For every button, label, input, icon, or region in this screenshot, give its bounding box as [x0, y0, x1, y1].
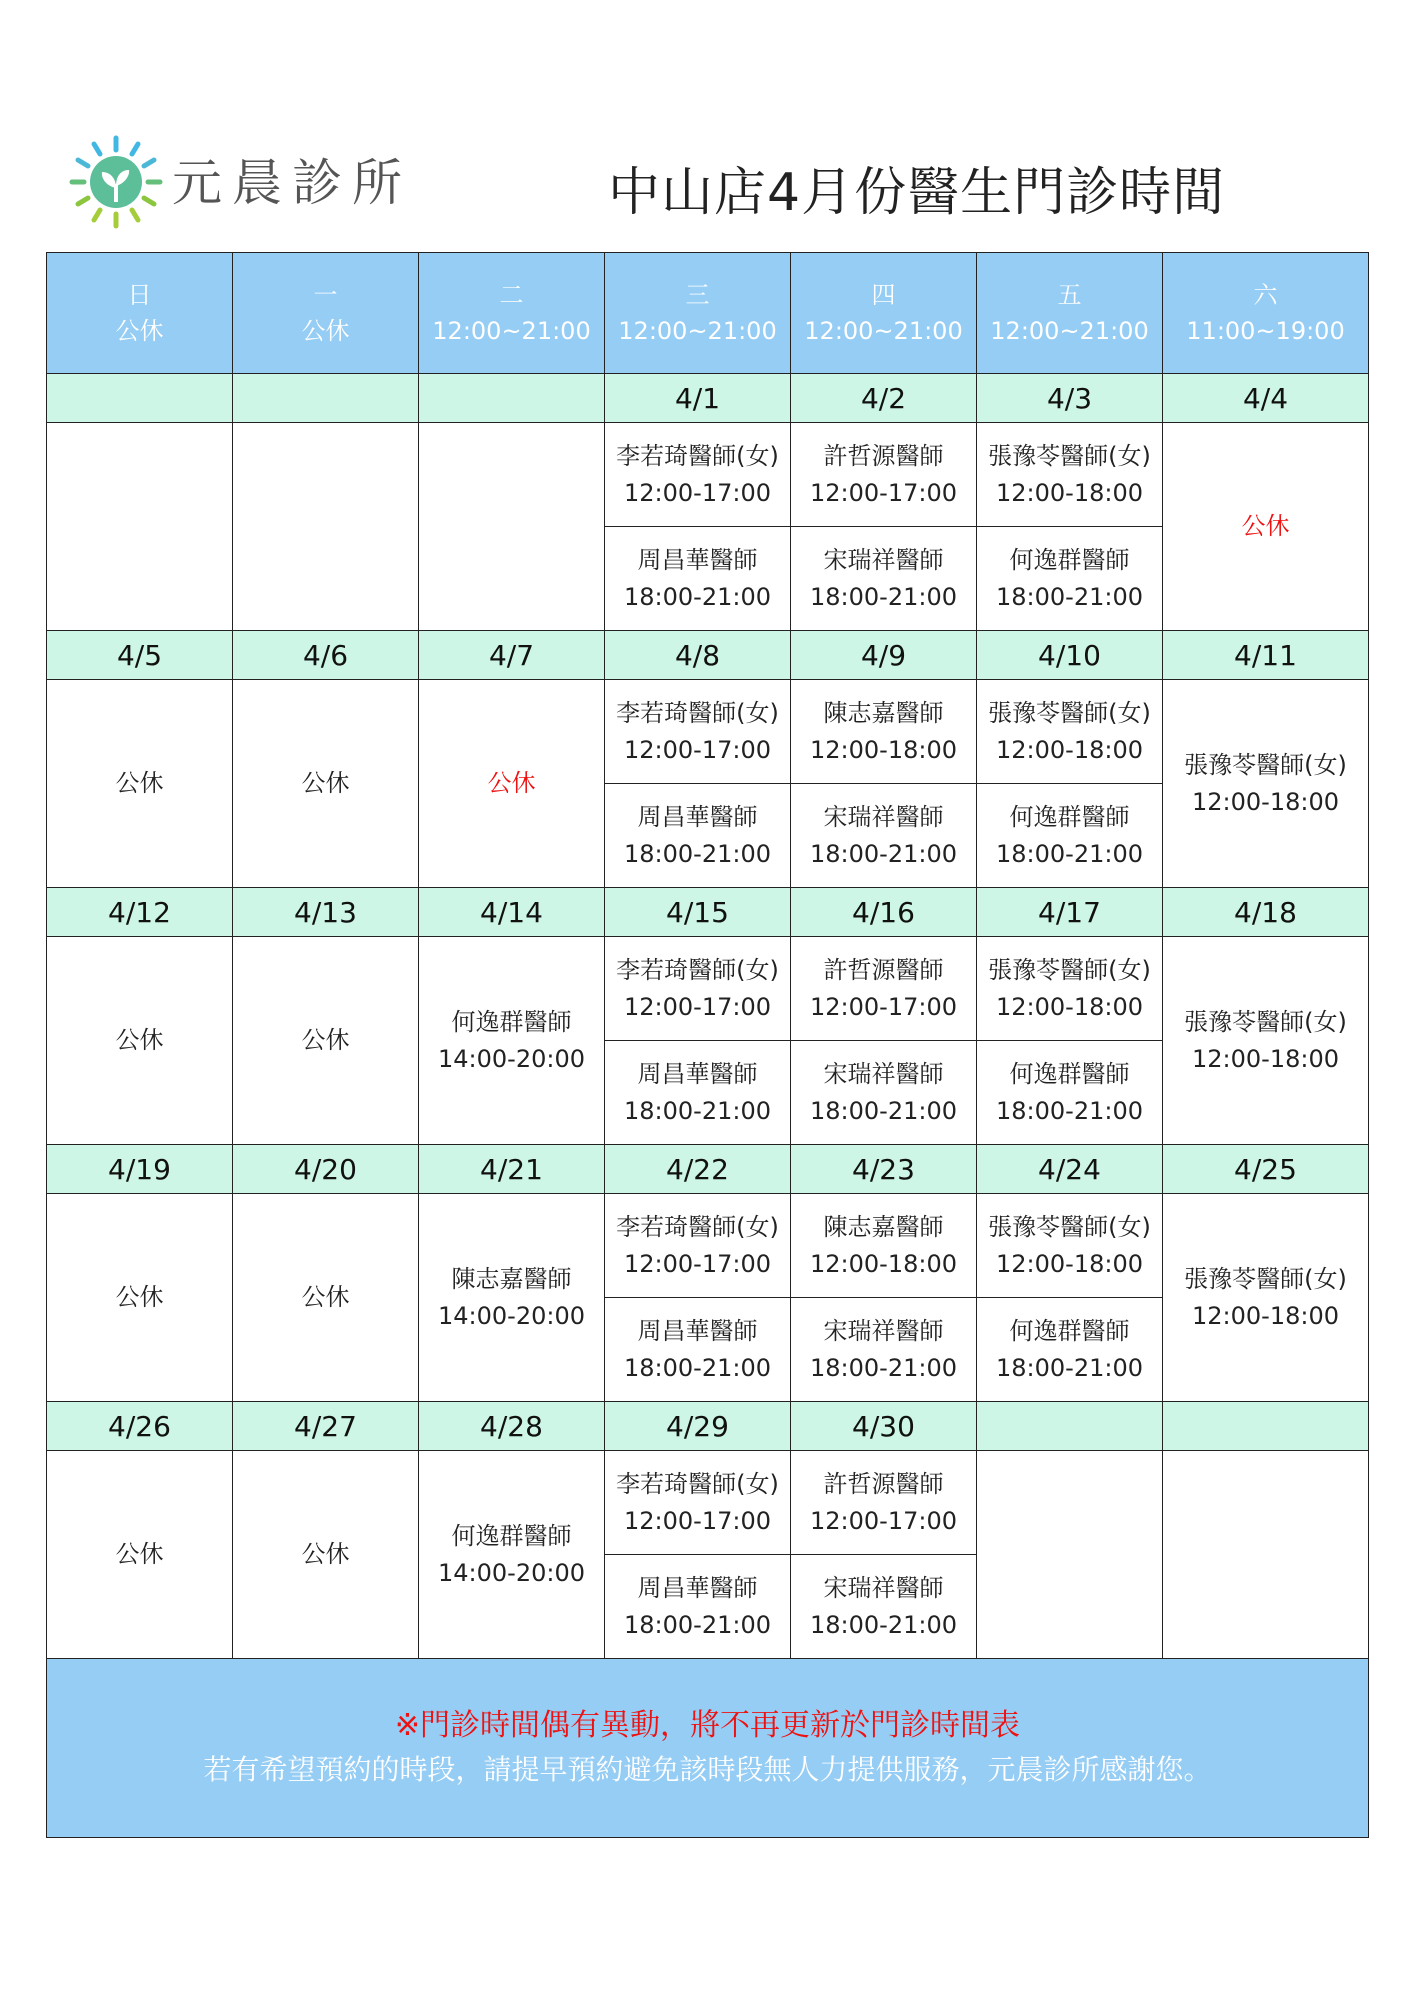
date-cell: 4/1	[605, 374, 791, 423]
shift-cell: 李若琦醫師(女) 12:00-17:00	[605, 1451, 791, 1555]
page-title: 中山店4月份醫生門診時間	[608, 163, 1226, 223]
date-row	[47, 888, 1369, 937]
schedule-cell: 公休	[47, 1451, 233, 1659]
date-row	[47, 374, 1369, 423]
date-cell: 4/8	[605, 631, 791, 680]
shift-cell: 張豫苓醫師(女) 12:00-18:00	[977, 680, 1163, 784]
date-cell: 4/20	[233, 1145, 419, 1194]
sun-sprout-icon	[66, 132, 166, 232]
weekday-header: 五 12:00~21:00	[977, 253, 1163, 374]
shift-cell: 張豫苓醫師(女) 12:00-18:00	[977, 937, 1163, 1041]
date-cell: 4/28	[419, 1402, 605, 1451]
shift-cell: 周昌華醫師 18:00-21:00	[605, 527, 791, 631]
shift-cell: 宋瑞祥醫師 18:00-21:00	[791, 784, 977, 888]
date-cell	[977, 1402, 1163, 1451]
date-row	[47, 1402, 1369, 1451]
weekday-header: 三 12:00~21:00	[605, 253, 791, 374]
schedule-cell	[233, 423, 419, 631]
weekday-header: 六 11:00~19:00	[1163, 253, 1369, 374]
shift-cell: 許哲源醫師 12:00-17:00	[791, 937, 977, 1041]
schedule-cell: 公休	[1163, 423, 1369, 631]
date-cell: 4/12	[47, 888, 233, 937]
date-cell	[233, 374, 419, 423]
date-cell: 4/18	[1163, 888, 1369, 937]
date-cell	[47, 374, 233, 423]
notice-row	[47, 1659, 1369, 1838]
schedule-cell	[1163, 1451, 1369, 1659]
shift-cell: 許哲源醫師 12:00-17:00	[791, 1451, 977, 1555]
schedule-cell: 公休	[419, 680, 605, 888]
date-cell: 4/7	[419, 631, 605, 680]
shift-cell: 李若琦醫師(女) 12:00-17:00	[605, 937, 791, 1041]
date-cell: 4/4	[1163, 374, 1369, 423]
date-cell: 4/10	[977, 631, 1163, 680]
schedule-cell: 公休	[47, 680, 233, 888]
date-cell	[419, 374, 605, 423]
date-cell: 4/16	[791, 888, 977, 937]
shift-cell: 宋瑞祥醫師 18:00-21:00	[791, 527, 977, 631]
schedule-cell: 何逸群醫師 14:00-20:00	[419, 1451, 605, 1659]
date-cell: 4/21	[419, 1145, 605, 1194]
weekday-header: 一 公休	[233, 253, 419, 374]
date-cell: 4/3	[977, 374, 1163, 423]
clinic-logo	[66, 132, 412, 232]
shift-cell: 李若琦醫師(女) 12:00-17:00	[605, 1194, 791, 1298]
date-cell: 4/19	[47, 1145, 233, 1194]
schedule-cell: 陳志嘉醫師 14:00-20:00	[419, 1194, 605, 1402]
date-row	[47, 1145, 1369, 1194]
date-cell: 4/9	[791, 631, 977, 680]
notice-warning: ※門診時間偶有異動，將不再更新於門診時間表	[394, 1708, 1021, 1743]
shift-cell: 陳志嘉醫師 12:00-18:00	[791, 1194, 977, 1298]
page-header	[0, 0, 1414, 250]
shift-cell: 陳志嘉醫師 12:00-18:00	[791, 680, 977, 784]
date-cell: 4/27	[233, 1402, 419, 1451]
date-cell: 4/26	[47, 1402, 233, 1451]
date-cell: 4/14	[419, 888, 605, 937]
schedule-cell: 公休	[233, 937, 419, 1145]
date-cell	[1163, 1402, 1369, 1451]
clinic-name: 元晨診所	[172, 154, 412, 212]
date-cell: 4/15	[605, 888, 791, 937]
date-cell: 4/24	[977, 1145, 1163, 1194]
schedule-cell	[47, 423, 233, 631]
shift-cell: 宋瑞祥醫師 18:00-21:00	[791, 1555, 977, 1659]
date-cell: 4/30	[791, 1402, 977, 1451]
schedule-cell	[977, 1451, 1163, 1659]
shift-cell: 周昌華醫師 18:00-21:00	[605, 1555, 791, 1659]
date-cell: 4/5	[47, 631, 233, 680]
notice-message: 若有希望預約的時段，請提早預約避免該時段無人力提供服務，元晨診所感謝您。	[203, 1753, 1212, 1786]
date-cell: 4/22	[605, 1145, 791, 1194]
date-cell: 4/17	[977, 888, 1163, 937]
shift-cell: 何逸群醫師 18:00-21:00	[977, 1041, 1163, 1145]
schedule-cell: 公休	[233, 1194, 419, 1402]
schedule-row	[47, 423, 1369, 527]
shift-cell: 周昌華醫師 18:00-21:00	[605, 1298, 791, 1402]
date-cell: 4/25	[1163, 1145, 1369, 1194]
schedule-cell: 公休	[47, 937, 233, 1145]
schedule-row	[47, 680, 1369, 784]
schedule-row	[47, 1451, 1369, 1555]
schedule-cell: 何逸群醫師 14:00-20:00	[419, 937, 605, 1145]
notice-box	[47, 1659, 1369, 1838]
shift-cell: 周昌華醫師 18:00-21:00	[605, 1041, 791, 1145]
date-cell: 4/29	[605, 1402, 791, 1451]
schedule-table	[46, 252, 1369, 1838]
shift-cell: 許哲源醫師 12:00-17:00	[791, 423, 977, 527]
weekday-header-row	[47, 253, 1369, 374]
schedule-cell: 公休	[233, 1451, 419, 1659]
schedule-cell: 張豫苓醫師(女) 12:00-18:00	[1163, 680, 1369, 888]
schedule-cell	[419, 423, 605, 631]
shift-cell: 周昌華醫師 18:00-21:00	[605, 784, 791, 888]
schedule-cell: 公休	[233, 680, 419, 888]
shift-cell: 張豫苓醫師(女) 12:00-18:00	[977, 1194, 1163, 1298]
weekday-header: 二 12:00~21:00	[419, 253, 605, 374]
shift-cell: 宋瑞祥醫師 18:00-21:00	[791, 1298, 977, 1402]
date-cell: 4/2	[791, 374, 977, 423]
shift-cell: 何逸群醫師 18:00-21:00	[977, 527, 1163, 631]
date-cell: 4/13	[233, 888, 419, 937]
shift-cell: 張豫苓醫師(女) 12:00-18:00	[977, 423, 1163, 527]
shift-cell: 何逸群醫師 18:00-21:00	[977, 1298, 1163, 1402]
schedule-cell: 張豫苓醫師(女) 12:00-18:00	[1163, 1194, 1369, 1402]
shift-cell: 李若琦醫師(女) 12:00-17:00	[605, 680, 791, 784]
weekday-header: 日 公休	[47, 253, 233, 374]
date-cell: 4/6	[233, 631, 419, 680]
date-cell: 4/11	[1163, 631, 1369, 680]
schedule-row	[47, 937, 1369, 1041]
schedule-row	[47, 1194, 1369, 1298]
schedule-cell: 公休	[47, 1194, 233, 1402]
shift-cell: 宋瑞祥醫師 18:00-21:00	[791, 1041, 977, 1145]
shift-cell: 何逸群醫師 18:00-21:00	[977, 784, 1163, 888]
shift-cell: 李若琦醫師(女) 12:00-17:00	[605, 423, 791, 527]
weekday-header: 四 12:00~21:00	[791, 253, 977, 374]
date-row	[47, 631, 1369, 680]
date-cell: 4/23	[791, 1145, 977, 1194]
schedule-cell: 張豫苓醫師(女) 12:00-18:00	[1163, 937, 1369, 1145]
